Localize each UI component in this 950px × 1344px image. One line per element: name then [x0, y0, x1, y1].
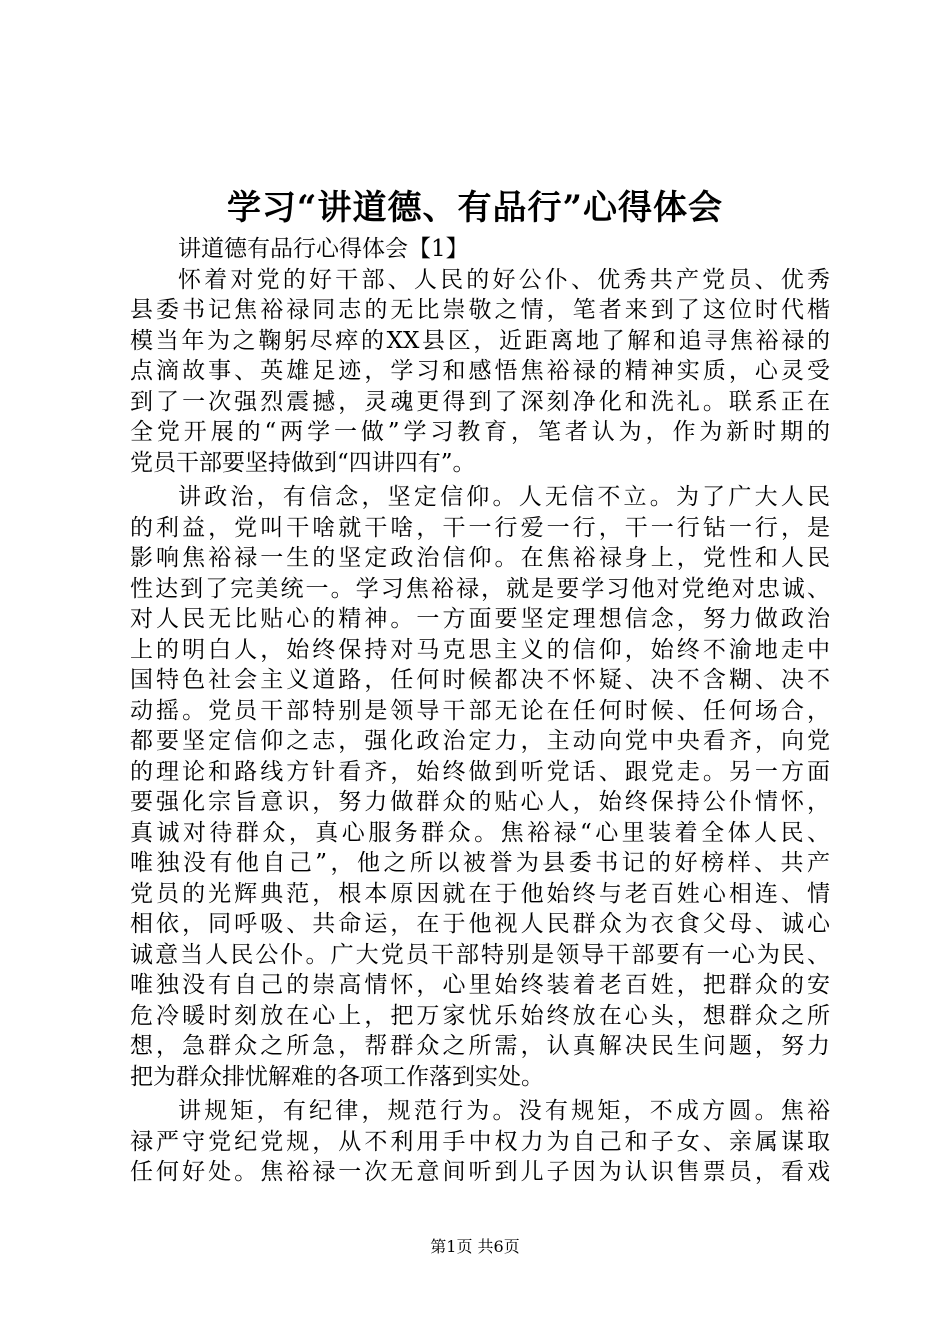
document-body — [130, 234, 830, 1188]
paragraph-line: 的利益，党叫干啥就干啥，干一行爱一行，干一行钻一行，是 — [130, 514, 830, 541]
paragraph — [130, 482, 830, 1092]
paragraph-line: 危冷暖时刻放在心上，把万家忧乐始终放在心头，想群众之所 — [130, 1002, 830, 1029]
paragraph-line: 到了一次强烈震撼，灵魂更得到了深刻净化和洗礼。联系正在 — [130, 388, 830, 415]
paragraph-line: 想，急群众之所急，帮群众之所需，认真解决民生问题，努力 — [130, 1033, 830, 1059]
paragraph-line: 的理论和路线方针看齐，始终做到听党话、跟党走。另一方面 — [130, 758, 830, 785]
paragraph — [130, 1096, 830, 1188]
paragraph-line: 怀着对党的好干部、人民的好公仆、优秀共产党员、优秀 — [178, 266, 830, 293]
paragraph-line: 诚意当人民公仆。广大党员干部特别是领导干部要有一心为民、 — [130, 941, 830, 968]
paragraph-line: 把为群众排忧解难的各项工作落到实处。 — [130, 1063, 544, 1090]
paragraph-line: 相依，同呼吸、共命运，在于他视人民群众为衣食父母、诚心 — [130, 911, 830, 937]
paragraph-line: 影响焦裕禄一生的坚定政治信仰。在焦裕禄身上，党性和人民 — [130, 545, 830, 571]
paragraph-line: 讲规矩，有纪律，规范行为。没有规矩，不成方圆。焦裕 — [178, 1098, 830, 1124]
paragraph-line: 讲政治，有信念，坚定信仰。人无信不立。为了广大人民 — [178, 484, 830, 510]
paragraph-line: 全党开展的“两学一做”学习教育，笔者认为，作为新时期的 — [130, 419, 830, 445]
paragraph-line: 党员干部要坚持做到“四讲四有”。 — [130, 449, 476, 476]
paragraph-line: 唯独没有他自己”，他之所以被誉为县委书记的好榜样、共产 — [130, 850, 830, 876]
paragraph-line: 要强化宗旨意识，努力做群众的贴心人，始终保持公仆情怀， — [130, 789, 830, 815]
paragraph-line: 动摇。党员干部特别是领导干部无论在任何时候、任何场合， — [130, 697, 830, 724]
paragraph-line: 模当年为之鞠躬尽瘁的XX县区，近距离地了解和追寻焦裕禄的 — [130, 327, 830, 354]
paragraph-line: 真诚对待群众，真心服务群众。焦裕禄“心里装着全体人民、 — [130, 819, 830, 846]
paragraph-line: 对人民无比贴心的精神。一方面要坚定理想信念，努力做政治 — [130, 606, 830, 632]
paragraph-line: 禄严守党纪党规，从不利用手中权力为自己和子女、亲属谋取 — [130, 1128, 830, 1155]
paragraph-line: 任何好处。焦裕禄一次无意间听到儿子因为认识售票员，看戏 — [130, 1159, 830, 1185]
paragraph-line: 国特色社会主义道路，任何时候都决不怀疑、决不含糊、决不 — [130, 667, 830, 693]
paragraph — [130, 265, 830, 479]
paragraph-line: 上的明白人，始终保持对马克思主义的信仰，始终不渝地走中 — [130, 636, 830, 663]
document-title: 学习“讲道德、有品行”心得体会 — [226, 188, 724, 228]
paragraph-line: 都要坚定信仰之志，强化政治定力，主动向党中央看齐，向党 — [130, 728, 830, 754]
page-footer: 第1页 共6页 — [430, 1237, 520, 1256]
paragraph-line: 党员的光辉典范，根本原因就在于他始终与老百姓心相连、情 — [130, 880, 830, 907]
paragraph-line: 性达到了完美统一。学习焦裕禄，就是要学习他对党绝对忠诚、 — [130, 575, 830, 602]
document-subtitle: 讲道德有品行心得体会【1】 — [178, 236, 469, 262]
paragraph-line: 县委书记焦裕禄同志的无比崇敬之情，笔者来到了这位时代楷 — [130, 297, 830, 323]
paragraph-line: 唯独没有自己的崇高情怀，心里始终装着老百姓，把群众的安 — [130, 972, 830, 998]
paragraph-line: 点滴故事、英雄足迹，学习和感悟焦裕禄的精神实质，心灵受 — [130, 358, 830, 384]
